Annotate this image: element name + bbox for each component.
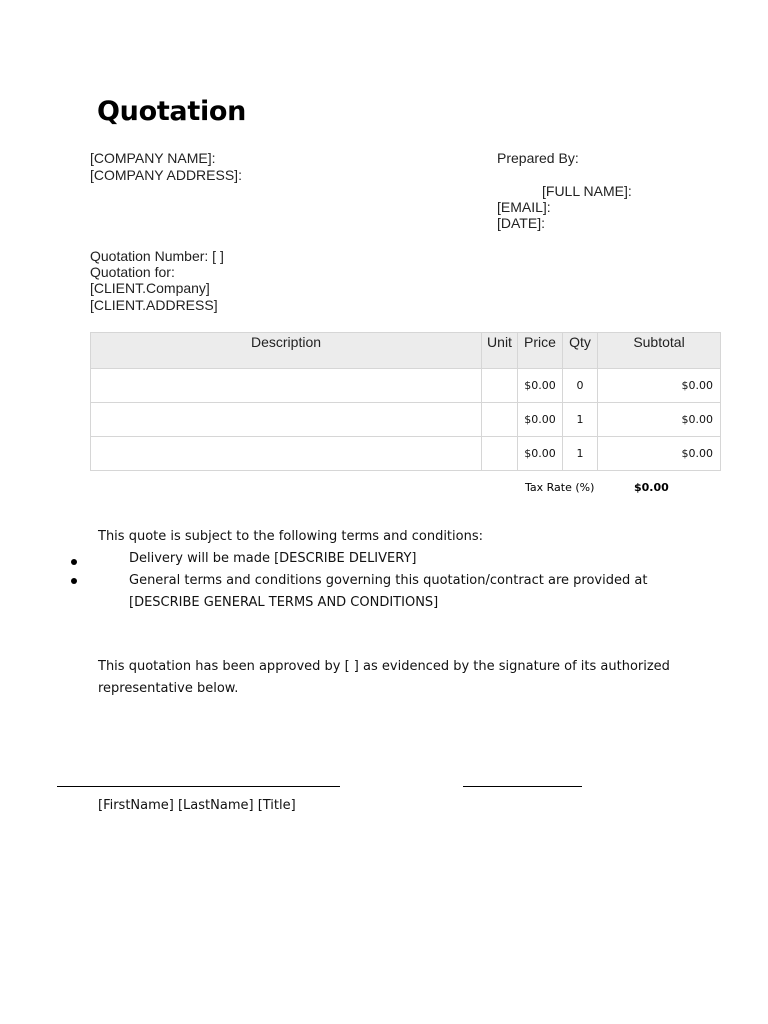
- cell-subtotal: $0.00: [598, 403, 721, 437]
- cell-qty[interactable]: 1: [563, 437, 598, 471]
- prepared-date: [DATE]:: [497, 215, 545, 231]
- cell-description[interactable]: [91, 437, 482, 471]
- cell-subtotal: $0.00: [598, 437, 721, 471]
- table-row: [91, 437, 721, 471]
- table-header-row: [91, 333, 721, 369]
- cell-unit[interactable]: [482, 403, 518, 437]
- cell-qty[interactable]: 0: [563, 369, 598, 403]
- client-company: [CLIENT.Company]: [90, 280, 210, 296]
- prepared-full-name: [FULL NAME]:: [542, 183, 632, 199]
- column-header-qty: Qty: [563, 333, 598, 369]
- client-address: [CLIENT.ADDRESS]: [90, 297, 218, 313]
- cell-qty[interactable]: 1: [563, 403, 598, 437]
- approval-statement: This quotation has been approved by [ ] as evidenced by the signature of its authorized: [98, 659, 670, 674]
- signatory-name-title: [FirstName] [LastName] [Title]: [98, 798, 296, 813]
- terms-item-delivery: Delivery will be made [DESCRIBE DELIVERY]: [129, 551, 417, 566]
- company-name-label: [COMPANY NAME]:: [90, 150, 216, 166]
- column-header-price: Price: [518, 333, 563, 369]
- approval-statement-continued: representative below.: [98, 681, 239, 696]
- cell-unit[interactable]: [482, 437, 518, 471]
- cell-description[interactable]: [91, 369, 482, 403]
- signature-line: [57, 786, 340, 787]
- bullet-icon: [71, 578, 77, 584]
- column-header-description: Description: [91, 333, 482, 369]
- cell-price[interactable]: $0.00: [518, 369, 563, 403]
- terms-item-general-continued: [DESCRIBE GENERAL TERMS AND CONDITIONS]: [129, 595, 439, 610]
- prepared-email: [EMAIL]:: [497, 199, 551, 215]
- column-header-unit: Unit: [482, 333, 518, 369]
- cell-unit[interactable]: [482, 369, 518, 403]
- column-header-subtotal: Subtotal: [598, 333, 721, 369]
- quotation-number: Quotation Number: [ ]: [90, 248, 224, 264]
- date-signature-line: [463, 786, 582, 787]
- terms-intro: This quote is subject to the following terms and conditions:: [98, 529, 483, 544]
- tax-rate-value: $0.00: [634, 481, 669, 494]
- quotation-for-label: Quotation for:: [90, 264, 175, 280]
- cell-subtotal: $0.00: [598, 369, 721, 403]
- quotation-items-table: [90, 332, 721, 471]
- prepared-by-heading: Prepared By:: [497, 150, 579, 166]
- company-address-label: [COMPANY ADDRESS]:: [90, 167, 242, 183]
- terms-item-general: General terms and conditions governing this quotation/contract are provided at: [129, 573, 648, 588]
- bullet-icon: [71, 559, 77, 565]
- cell-description[interactable]: [91, 403, 482, 437]
- table-row: [91, 403, 721, 437]
- table-row: [91, 369, 721, 403]
- cell-price[interactable]: $0.00: [518, 403, 563, 437]
- cell-price[interactable]: $0.00: [518, 437, 563, 471]
- tax-rate-label: Tax Rate (%): [525, 481, 595, 494]
- page-title: Quotation: [97, 96, 247, 127]
